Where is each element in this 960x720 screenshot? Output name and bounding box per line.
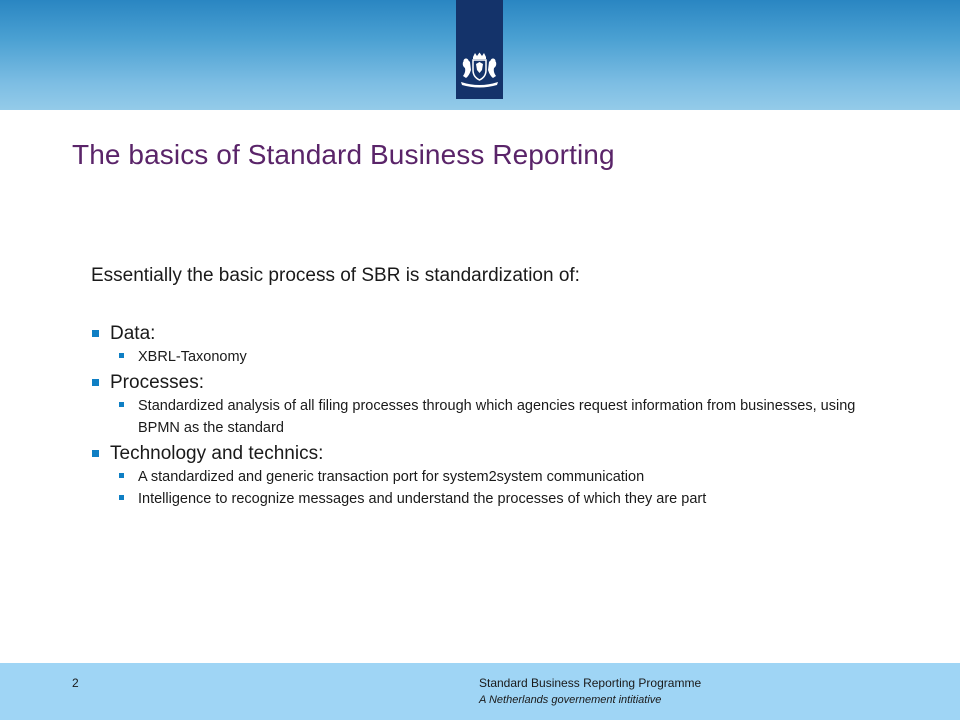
bullet-label: Data: — [110, 323, 156, 344]
square-bullet-icon — [92, 450, 99, 457]
bullet-data — [91, 322, 891, 346]
bullet-list — [91, 322, 891, 510]
square-bullet-icon — [119, 353, 124, 358]
square-bullet-icon — [119, 473, 124, 478]
bullet-technology — [91, 442, 891, 466]
intro-text: Essentially the basic process of SBR is standardization of: — [91, 265, 580, 286]
bullet-label: Processes: — [110, 372, 204, 393]
bullet-processes — [91, 371, 891, 395]
footer-band — [0, 663, 960, 720]
slide-title: The basics of Standard Business Reporting — [72, 139, 615, 170]
sub-bullet-text: Intelligence to recognize messages and understand the processes of which they are part — [138, 491, 707, 507]
dutch-government-coat-of-arms-icon — [459, 52, 500, 90]
sub-bullet-text: XBRL-Taxonomy — [138, 349, 247, 365]
square-bullet-icon — [119, 495, 124, 500]
page-number: 2 — [72, 676, 79, 690]
sub-bullet-text: A standardized and generic transaction port for system2system communication — [138, 469, 645, 485]
government-logo — [456, 0, 503, 99]
footer-programme: Standard Business Reporting Programme — [479, 676, 702, 690]
square-bullet-icon — [92, 330, 99, 337]
sub-bullet — [119, 346, 891, 368]
square-bullet-icon — [119, 402, 124, 407]
bullet-label: Technology and technics: — [110, 443, 324, 464]
sub-bullet-text: Standardized analysis of all filing processes through which agencies request information from businesses, using BPMN as the standard — [138, 398, 856, 436]
footer-tagline: A Netherlands governement intitiative — [479, 694, 662, 706]
sub-bullet — [119, 466, 891, 488]
sub-bullet — [119, 395, 891, 439]
sub-bullet — [119, 488, 891, 510]
square-bullet-icon — [92, 379, 99, 386]
